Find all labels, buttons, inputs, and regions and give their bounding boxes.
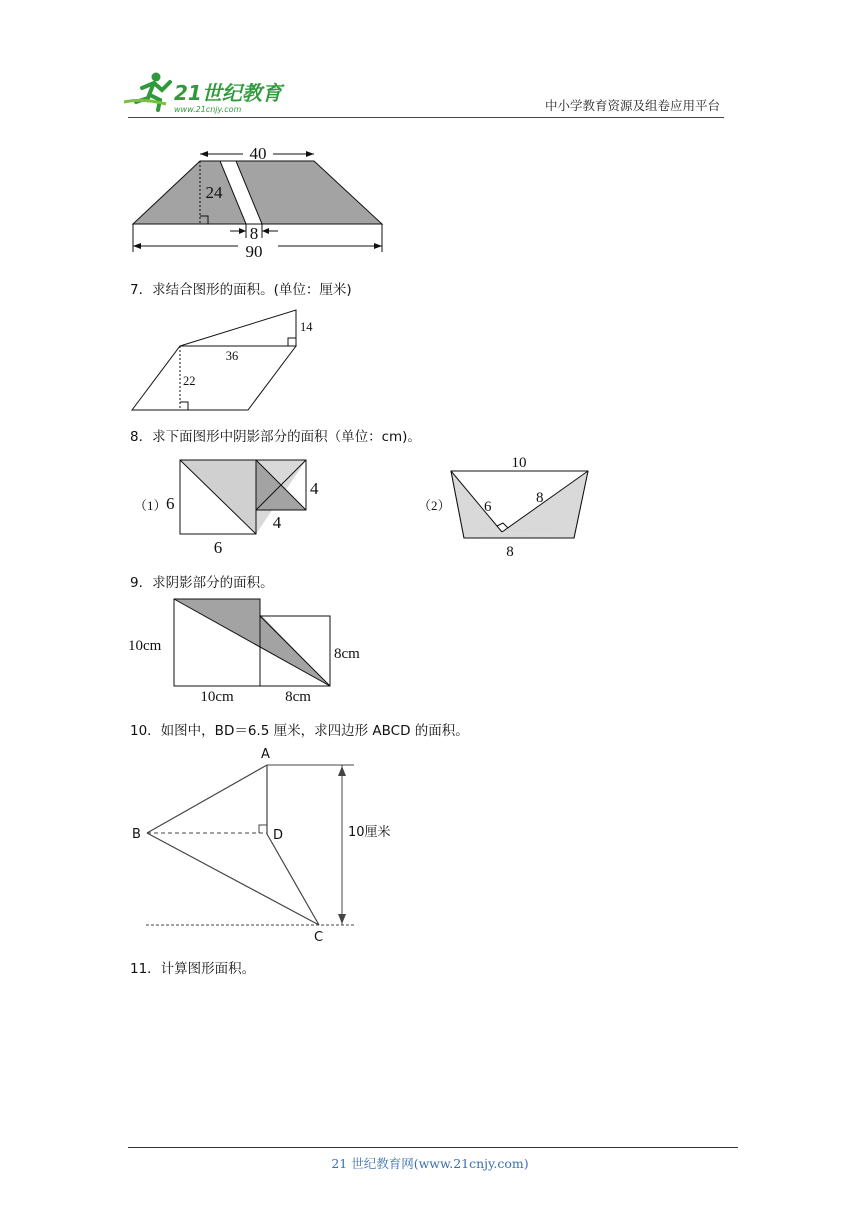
bottom-label: 90 — [245, 242, 263, 261]
q8-2-left-leg-label: 6 — [484, 499, 492, 515]
q8-figure-2 — [412, 452, 602, 558]
q8-2-right-leg-label: 8 — [536, 490, 544, 506]
question-10: 10．如图中，BD＝6.5 厘米，求四边形 ABCD 的面积。 — [130, 723, 469, 739]
site-logo — [122, 68, 292, 116]
logo-url: www.21cnjy.com — [174, 105, 242, 114]
question-8: 8．求下面图形中阴影部分的面积（单位：cm)。 — [130, 429, 421, 445]
question-11: 11．计算图形面积。 — [130, 961, 256, 977]
q8-1-label: （1） — [134, 498, 167, 513]
q10-figure — [126, 742, 406, 948]
q8-figure-1 — [130, 452, 340, 558]
question-7: 7．求结合图形的面积。(单位：厘米) — [130, 282, 352, 298]
q9-bottom-left-label: 10cm — [200, 689, 234, 705]
height-label: 24 — [205, 183, 223, 202]
q9-bottom-right-label: 8cm — [285, 689, 311, 705]
q7-bottom-height-label: 22 — [183, 374, 196, 388]
question-9: 9．求阴影部分的面积。 — [130, 575, 274, 591]
q10-label-c: C — [314, 930, 324, 945]
q9-left-label: 10cm — [128, 638, 162, 654]
footer-divider — [128, 1147, 738, 1148]
header-divider — [128, 117, 724, 118]
q10-label-b: B — [132, 827, 141, 842]
gap-label: 8 — [249, 224, 259, 243]
q10-height-label: 10厘米 — [348, 825, 391, 840]
q9-right-label: 8cm — [334, 646, 360, 662]
q8-1-small-bottom-label: 4 — [272, 513, 282, 532]
trapezoid-figure — [126, 140, 391, 262]
q7-figure — [126, 305, 326, 417]
q8-1-right-label: 4 — [310, 479, 319, 498]
footer-link[interactable]: 21 世纪教育网(www.21cnjy.com) — [331, 1156, 529, 1171]
q8-1-left-label: 6 — [166, 494, 175, 513]
q7-base-label: 36 — [225, 349, 239, 363]
q9-figure — [126, 596, 376, 706]
q8-2-label: （2） — [418, 498, 451, 513]
q10-label-d: D — [273, 828, 284, 843]
q8-2-bottom-label: 8 — [506, 544, 514, 558]
q10-label-a: A — [261, 747, 270, 762]
q8-2-top-label: 10 — [511, 455, 527, 471]
header-platform-text: 中小学教育资源及组卷应用平台 — [544, 98, 720, 113]
runner-logo-icon — [124, 73, 170, 111]
q8-1-bottom-label: 6 — [213, 538, 223, 557]
logo-title: 21世纪教育 — [174, 81, 282, 105]
q7-top-height-label: 14 — [300, 320, 313, 334]
top-label: 40 — [249, 144, 267, 163]
